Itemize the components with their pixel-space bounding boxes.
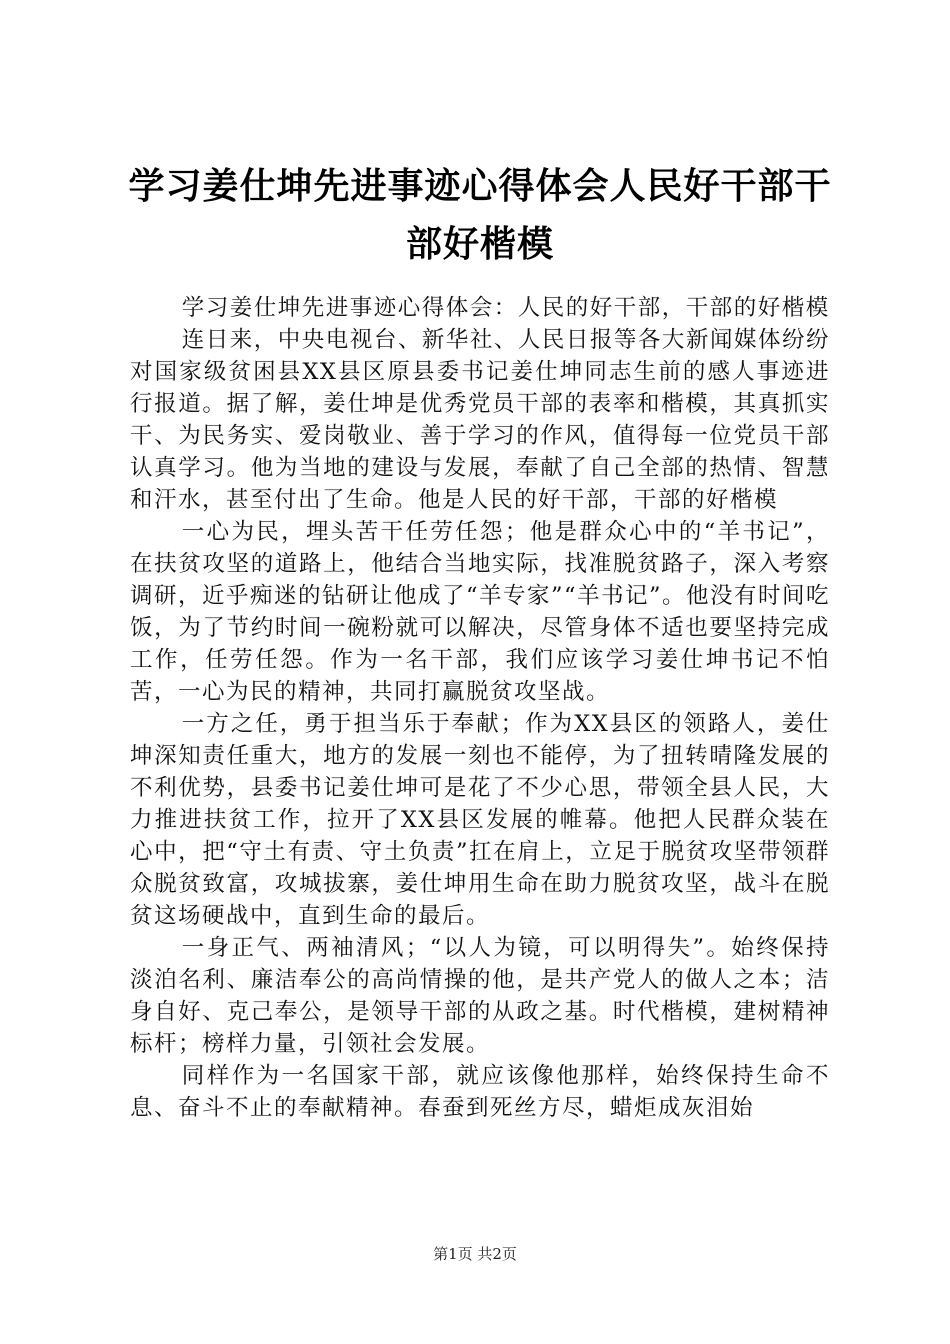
page-number-footer: 第1页 共2页 <box>433 1245 517 1263</box>
paragraph-subtitle: 学习姜仕坤先进事迹心得体会：人民的好干部，干部的好楷模 <box>181 295 830 321</box>
paragraph-responsibility: 一方之任，勇于担当乐于奉献；作为XX县区的领路人，姜仕坤深知责任重大，地方的发展一刻也不能停，为了扭转晴隆发展的不利优势，县委书记姜仕坤可是花了不少心思，带领全县人民，大力推进扶贫工作，拉开了XX县区发展的帷幕。他把人民群众装在心中，把“守土有责、守土负责”扛在肩上，立足于脱贫攻坚带领群众脱贫致富，攻城拔寨，姜仕坤用生命在助力脱贫攻坚，战斗在脱贫这场硬战中，直到生命的最后。 <box>130 711 830 929</box>
paragraph-integrity: 一身正气、两袖清风；“以人为镜，可以明得失”。始终保持淡泊名利、廉洁奉公的高尚情操的他，是共产党人的做人之本；洁身自好、克己奉公，是领导干部的从政之基。时代楷模，建树精神标杆；榜样力量，引领社会发展。 <box>130 935 830 1057</box>
paragraph-intro: 连日来，中央电视台、新华社、人民日报等各大新闻媒体纷纷对国家级贫困县XX县区原县委书记姜仕坤同志生前的感人事迹进行报道。据了解，姜仕坤是优秀党员干部的表率和楷模，其真抓实干、为民务实、爱岗敬业、善于学习的作风，值得每一位党员干部认真学习。他为当地的建设与发展，奉献了自己全部的热情、智慧和汗水，甚至付出了生命。他是人民的好干部，干部的好楷模 <box>130 327 830 513</box>
document-body <box>130 292 830 1124</box>
paragraph-dedication: 一心为民，埋头苦干任劳任怨；他是群众心中的“羊书记”，在扶贫攻坚的道路上，他结合当地实际，找准脱贫路子，深入考察调研，近乎痴迷的钻研让他成了“羊专家”“羊书记”。他没有时间吃饭，为了节约时间一碗粉就可以解决，尽管身体不适也要坚持完成工作，任劳任怨。作为一名干部，我们应该学习姜仕坤书记不怕苦，一心为民的精神，共同打赢脱贫攻坚战。 <box>130 519 831 705</box>
document-title: 学习姜仕坤先进事迹心得体会人民好干部干部好楷模 <box>128 166 832 265</box>
paragraph-conclusion: 同样作为一名国家干部，就应该像他那样，始终保持生命不息、奋斗不止的奉献精神。春蚕到死丝方尽，蜡炬成灰泪始 <box>130 1063 830 1121</box>
